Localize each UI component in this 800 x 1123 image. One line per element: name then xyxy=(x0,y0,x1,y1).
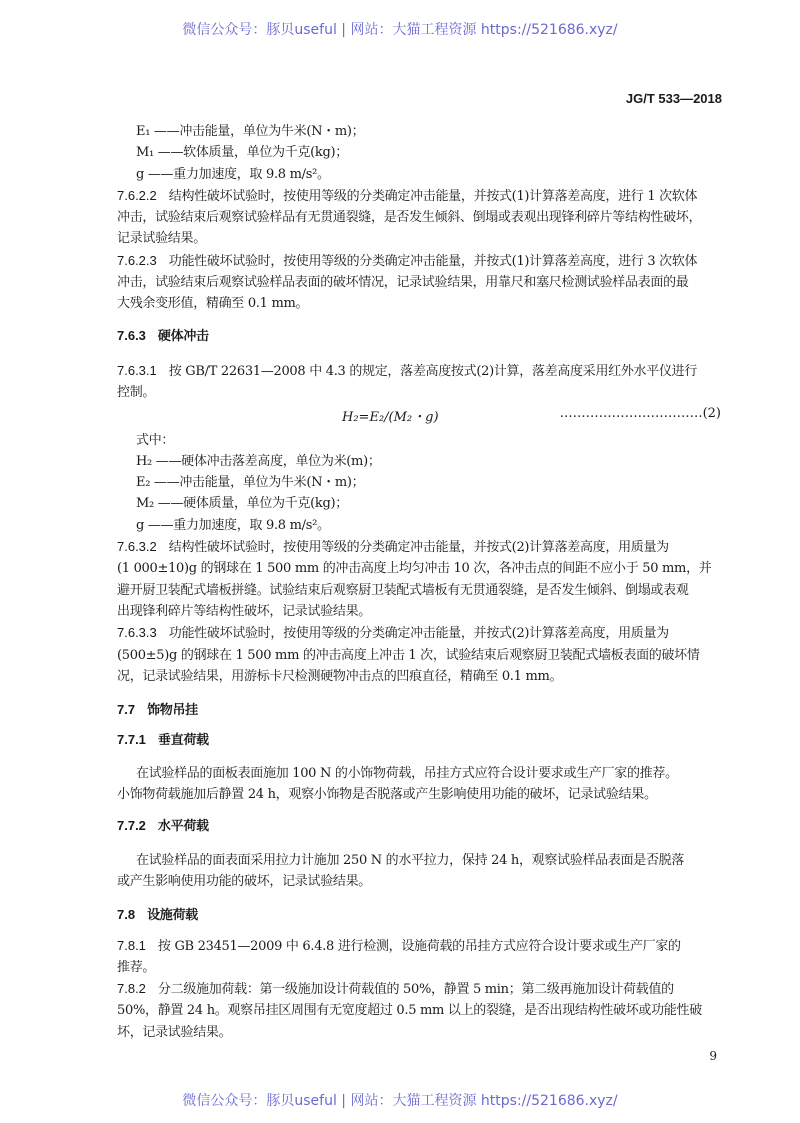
heading-7-8 xyxy=(117,904,721,926)
line: 避开厨卫装配式墙板拼缝。试验结束后观察厨卫装配式墙板有无贯通裂缝，是否发生倾斜、倒塌或表观 xyxy=(117,582,689,598)
var-line: E₂ ——冲击能量，单位为牛米(N・m)； xyxy=(136,475,365,491)
heading-7-7-1 xyxy=(117,729,721,751)
heading-title: 垂直荷载 xyxy=(157,733,209,749)
line: 冲击，试验结束后观察试验样品有无贯通裂缝，是否发生倾斜、倒塌或表观出现锋利碎片等结构性破坏， xyxy=(117,210,702,226)
page-number: 9 xyxy=(709,1048,717,1063)
variables-soft-impact xyxy=(117,121,740,185)
watermark-bottom: 微信公众号：豚贝useful | 网站：大猫工程资源 https://521686.xyz/ xyxy=(182,1093,618,1109)
line: 在试验样品的面板表面施加 100 N 的小饰物荷载，吊挂方式应符合设计要求或生产厂家的推荐。 xyxy=(136,765,678,781)
line: 按 GB 23451—2009 中 6.4.8 进行检测，设施荷载的吊挂方式应符合设计要求或生产厂家的 xyxy=(157,938,681,954)
standard-code: JG/T 533—2018 xyxy=(625,91,722,106)
line: 大残余变形值，精确至 0.1 mm。 xyxy=(117,296,309,312)
heading-7-7 xyxy=(117,699,721,721)
heading-title: 饰物吊挂 xyxy=(147,703,198,719)
line: 分二级施加荷载：第一级施加设计荷载值的 50%，静置 5 min；第二级再施加设计荷载值的 xyxy=(157,982,674,998)
line: 出现锋利碎片等结构性破坏，记录试验结果。 xyxy=(117,603,372,619)
heading-number: 7.8 xyxy=(117,907,136,923)
line: 在试验样品的面表面采用拉力计施加 250 N 的水平拉力，保持 24 h，观察试验样品表面是否脱落 xyxy=(136,852,685,868)
page-body xyxy=(117,121,721,1063)
clause-number: 7.6.2.3 xyxy=(117,252,157,268)
heading-number: 7.7.1 xyxy=(117,732,146,748)
line: 记录试验结果。 xyxy=(117,231,206,247)
heading-title: 水平荷载 xyxy=(157,819,209,835)
line: (1 000±10)g 的钢球在 1 500 mm 的冲击高度上均匀冲击 10 次，各冲击点的间距不应小于 50 mm，并 xyxy=(117,561,712,577)
line: 功能性破坏试验时，按使用等级的分类确定冲击能量，并按式(1)计算落差高度，进行 3 次软体 xyxy=(168,253,698,269)
clause-7-6-2-2 xyxy=(117,185,721,250)
clause-number: 7.6.2.2 xyxy=(117,187,157,203)
var-line: H₂ ——硬体冲击落差高度，单位为米(m)； xyxy=(136,453,381,469)
var-line: g ——重力加速度，取 9.8 m/s²。 xyxy=(136,166,330,182)
line: (500±5)g 的钢球在 1 500 mm 的冲击高度上冲击 1 次，试验结束后观察厨卫装配式墙板表面的破坏情 xyxy=(117,647,700,663)
line: 冲击，试验结束后观察试验样品表面的破坏情况，记录试验结果，用靠尺和塞尺检测试验样品表面的最 xyxy=(117,275,689,291)
heading-7-7-2 xyxy=(117,815,721,837)
watermark-top: 微信公众号：豚贝useful | 网站：大猫工程资源 https://521686.xyz/ xyxy=(182,22,618,38)
heading-title: 设施荷载 xyxy=(147,908,198,924)
clause-number: 7.6.3.3 xyxy=(117,625,157,641)
heading-title: 硬体冲击 xyxy=(157,328,209,344)
clause-7-6-3-1 xyxy=(117,360,721,404)
clause-7-6-3-3 xyxy=(117,622,721,687)
line: 坏，记录试验结果。 xyxy=(117,1024,232,1040)
clause-number: 7.6.3.1 xyxy=(117,362,157,378)
formula-2 xyxy=(117,406,721,427)
heading-number: 7.7 xyxy=(117,702,136,718)
where-label: 式中： xyxy=(136,432,175,448)
line: 况，记录试验结果，用游标卡尺检测硬物冲击点的凹痕直径，精确至 0.1 mm。 xyxy=(117,668,563,684)
clause-number: 7.8.1 xyxy=(117,937,146,953)
line: 推荐。 xyxy=(117,959,156,975)
heading-number: 7.6.3 xyxy=(117,327,146,343)
clause-number: 7.8.2 xyxy=(117,981,146,997)
line: 控制。 xyxy=(117,385,156,401)
var-line: E₁ ——冲击能量，单位为牛米(N・m)； xyxy=(136,124,365,139)
line: 50%，静置 24 h。观察吊挂区周围有无宽度超过 0.5 mm 以上的裂缝，是否出现结构性破坏或功能性破 xyxy=(117,1003,702,1019)
formula-expression: H₂=E₂/(M₂・g) xyxy=(342,409,439,425)
clause-7-6-2-3 xyxy=(117,250,721,315)
heading-7-6-3 xyxy=(117,325,721,347)
line: 小饰物荷载施加后静置 24 h，观察小饰物是否脱落或产生影响使用功能的破坏，记录试验结果。 xyxy=(117,787,657,803)
clause-7-8-1 xyxy=(117,935,721,979)
clause-number: 7.6.3.2 xyxy=(117,539,157,555)
heading-number: 7.7.2 xyxy=(117,818,146,834)
clause-7-6-3-2 xyxy=(117,536,721,622)
line: 功能性破坏试验时，按使用等级的分类确定冲击能量，并按式(2)计算落差高度，用质量为 xyxy=(168,626,669,642)
line: 或产生影响使用功能的破坏，记录试验结果。 xyxy=(117,873,372,889)
var-line: M₂ ——硬体质量，单位为千克(kg)； xyxy=(136,496,348,512)
line: 结构性破坏试验时，按使用等级的分类确定冲击能量，并按式(1)计算落差高度，进行 1 次软体 xyxy=(168,188,698,204)
line: 结构性破坏试验时，按使用等级的分类确定冲击能量，并按式(2)计算落差高度，用质量为 xyxy=(168,540,669,556)
clause-7-8-2 xyxy=(117,978,721,1043)
clause-7-7-2 xyxy=(117,850,721,893)
variables-hard-impact xyxy=(117,430,740,536)
var-line: g ——重力加速度，取 9.8 m/s²。 xyxy=(136,517,330,533)
var-line: M₁ ——软体质量，单位为千克(kg)； xyxy=(136,145,348,161)
line: 按 GB/T 22631—2008 中 4.3 的规定，落差高度按式(2)计算，落差高度采用红外水平仪进行 xyxy=(168,363,698,379)
formula-reference: ……………………………(2) xyxy=(559,405,721,421)
clause-7-7-1 xyxy=(117,763,721,806)
